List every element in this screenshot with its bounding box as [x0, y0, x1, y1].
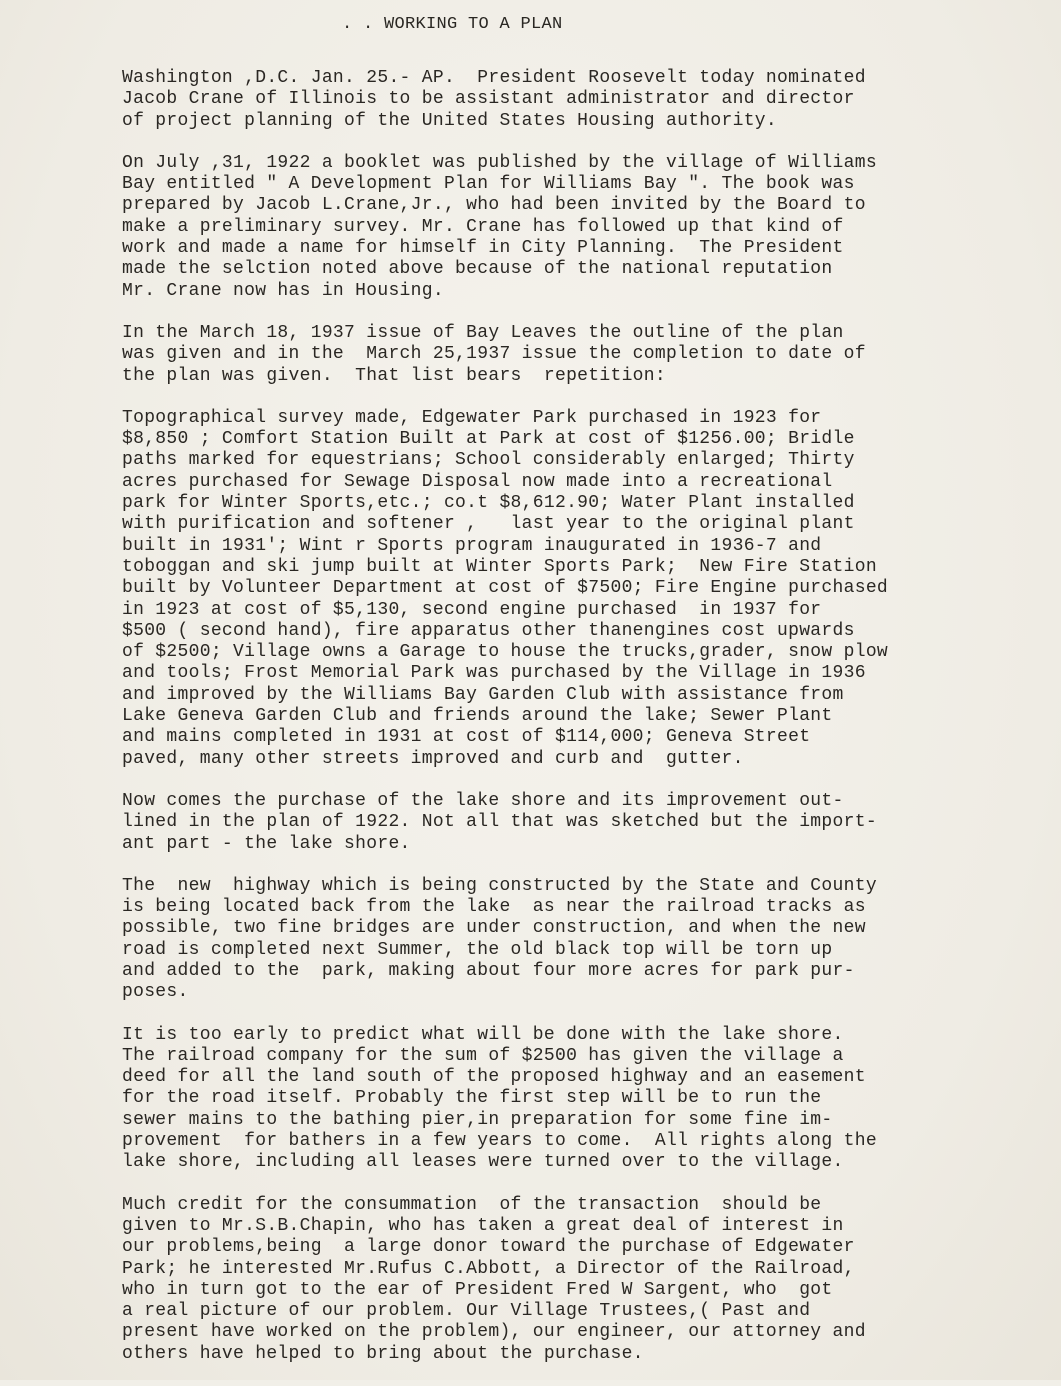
text-line: and mains completed in 1931 at cost of $114,000; Geneva Street	[122, 727, 811, 748]
text-line: is being located back from the lake as near the railroad tracks as	[122, 897, 866, 918]
text-line: the plan was given. That list bears repetition:	[122, 365, 666, 386]
text-line: with purification and softener , last year to the original plant	[122, 514, 855, 535]
text-line: was given and in the March 25,1937 issue the completion to date of	[122, 344, 866, 365]
text-line: made the selction noted above because of the national reputation	[122, 259, 833, 280]
text-line: paved, many other streets improved and curb and gutter.	[122, 748, 744, 769]
text-line: given to Mr.S.B.Chapin, who has taken a great deal of interest in	[122, 1215, 844, 1236]
text-line: work and made a name for himself in City Planning. The President	[122, 238, 844, 259]
text-line: deed for all the land south of the proposed highway and an easement	[122, 1067, 866, 1088]
article-paragraph	[122, 323, 1022, 387]
text-line: possible, two fine bridges are under construction, and when the new	[122, 918, 866, 939]
text-line: make a preliminary survey. Mr. Crane has followed up that kind of	[122, 216, 844, 237]
text-line: Much credit for the consummation of the transaction should be	[122, 1194, 822, 1215]
text-line: $8,850 ; Comfort Station Built at Park at cost of $1256.00; Bridle	[122, 429, 855, 450]
article-paragraph	[122, 1025, 1022, 1174]
text-line: Bay entitled " A Development Plan for Williams Bay ". The book was	[122, 174, 855, 195]
text-line: of project planning of the United States Housing authority.	[122, 110, 778, 131]
text-line: poses.	[122, 982, 189, 1003]
article-body	[122, 68, 1022, 1365]
text-line: road is completed next Summer, the old black top will be torn up	[122, 939, 833, 960]
text-line: of $2500; Village owns a Garage to house the trucks,grader, snow plow	[122, 642, 889, 663]
text-line: paths marked for equestrians; School considerably enlarged; Thirty	[122, 450, 855, 471]
article-paragraph	[122, 876, 1022, 1004]
article-title: . . WORKING TO A PLAN	[342, 15, 563, 34]
text-line: others have helped to bring about the purchase.	[122, 1343, 644, 1364]
text-line: sewer mains to the bathing pier,in preparation for some fine im-	[122, 1109, 833, 1130]
text-line: built by Volunteer Department at cost of $7500; Fire Engine purchased	[122, 578, 889, 599]
text-line: built in 1931'; Wint r Sports program inaugurated in 1936-7 and	[122, 535, 822, 556]
text-line: lined in the plan of 1922. Not all that was sketched but the import-	[122, 812, 877, 833]
text-line: for the road itself. Probably the first step will be to run the	[122, 1088, 822, 1109]
text-line: lake shore, including all leases were turned over to the village.	[122, 1152, 844, 1173]
text-line: Mr. Crane now has in Housing.	[122, 280, 444, 301]
text-line: park for Winter Sports,etc.; co.t $8,612.90; Water Plant installed	[122, 493, 855, 514]
text-line: Topographical survey made, Edgewater Park purchased in 1923 for	[122, 407, 822, 428]
article-paragraph	[122, 68, 1022, 132]
text-line: Washington ,D.C. Jan. 25.- AP. President Roosevelt today nominated	[122, 68, 866, 88]
article-paragraph	[122, 1195, 1022, 1365]
text-line: On July ,31, 1922 a booklet was published by the village of Williams	[122, 152, 877, 173]
article-paragraph	[122, 153, 1022, 302]
text-line: a real picture of our problem. Our Village Trustees,( Past and	[122, 1301, 811, 1322]
text-line: toboggan and ski jump built at Winter Sports Park; New Fire Station	[122, 556, 877, 577]
text-line: and added to the park, making about four more acres for park pur-	[122, 960, 855, 981]
typewritten-article	[122, 14, 1022, 1386]
text-line: provement for bathers in a few years to come. All rights along the	[122, 1131, 877, 1152]
text-line: The railroad company for the sum of $2500 has given the village a	[122, 1045, 844, 1066]
text-line: our problems,being a large donor toward the purchase of Edgewater	[122, 1237, 855, 1258]
text-line: It is too early to predict what will be done with the lake shore.	[122, 1024, 844, 1045]
text-line: In the March 18, 1937 issue of Bay Leaves the outline of the plan	[122, 322, 844, 343]
article-paragraph	[122, 408, 1022, 770]
text-line: acres purchased for Sewage Disposal now made into a recreational	[122, 471, 833, 492]
text-line: Park; he interested Mr.Rufus C.Abbott, a Director of the Railroad,	[122, 1258, 855, 1279]
text-line: and improved by the Williams Bay Garden Club with assistance from	[122, 684, 844, 705]
text-line: in 1923 at cost of $5,130, second engine purchased in 1937 for	[122, 599, 822, 620]
text-line: prepared by Jacob L.Crane,Jr., who had been invited by the Board to	[122, 195, 866, 216]
text-line: and tools; Frost Memorial Park was purchased by the Village in 1936	[122, 663, 866, 684]
text-line: Jacob Crane of Illinois to be assistant administrator and director	[122, 89, 855, 110]
text-line: The new highway which is being constructed by the State and County	[122, 875, 877, 896]
text-line: ant part - the lake shore.	[122, 833, 411, 854]
article-paragraph	[122, 791, 1022, 855]
text-line: who in turn got to the ear of President Fred W Sargent, who got	[122, 1279, 833, 1300]
text-line: $500 ( second hand), fire apparatus other thanengines cost upwards	[122, 620, 855, 641]
text-line: Now comes the purchase of the lake shore and its improvement out-	[122, 790, 844, 811]
text-line: Lake Geneva Garden Club and friends around the lake; Sewer Plant	[122, 706, 833, 727]
text-line: present have worked on the problem), our engineer, our attorney and	[122, 1322, 866, 1343]
